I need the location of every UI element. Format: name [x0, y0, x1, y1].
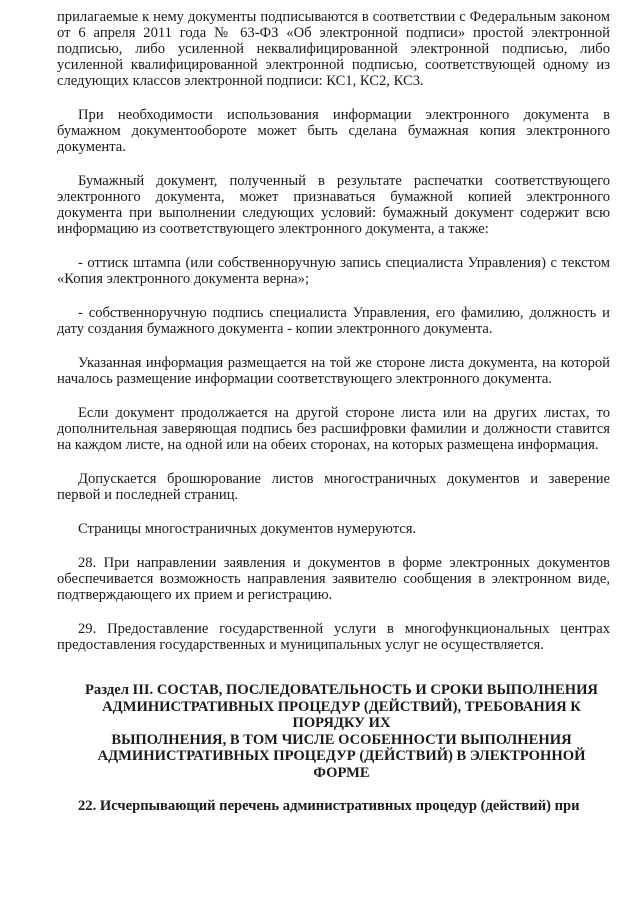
paragraph-paper-copy: При необходимости использования информации электронного документа в бумажном документообороте может быть сделана бумажная копия электронного документа. — [57, 107, 610, 155]
paragraph-page-numbering: Страницы многостраничных документов нумеруются. — [78, 521, 417, 537]
section-heading-line: АДМИНИСТРАТИВНЫХ ПРОЦЕДУР (ДЕЙСТВИЙ) В ЭЛЕКТРОННОЙ — [97, 748, 586, 764]
section-heading-line: ПОРЯДКУ ИХ — [292, 715, 391, 731]
section-heading-line: АДМИНИСТРАТИВНЫХ ПРОЦЕДУР (ДЕЙСТВИЙ), ТРЕБОВАНИЯ К — [102, 698, 581, 715]
subsection-heading: 22. Исчерпывающий перечень административных процедур (действий) при — [78, 798, 580, 814]
paragraph-stamp-item: - оттиск штампа (или собственноручную запись специалиста Управления) с текстом «Копия электронного документа верна»; — [57, 255, 610, 287]
section-heading-line: ВЫПОЛНЕНИЯ, В ТОМ ЧИСЛЕ ОСОБЕННОСТИ ВЫПОЛНЕНИЯ — [111, 731, 572, 748]
section-heading — [57, 682, 610, 781]
paragraph-signature-item: - собственноручную подпись специалиста Управления, его фамилию, должность и дату создания бумажного документа - копии электронного документа. — [57, 305, 610, 337]
paragraph-item-29: 29. Предоставление государственной услуги в многофункциональных центрах предоставления государственных и муниципальных услуг не осуществляется. — [57, 621, 610, 653]
section-heading-line: ФОРМЕ — [313, 764, 370, 781]
paragraph-continuation: прилагаемые к нему документы подписываются в соответствии с Федеральным законом от 6 апреля 2011 года № 63-ФЗ «Об электронной подписи» простой электронной подписью, либо усиленной неквалифицированной электронной подписью, либо усиленной квалифицированной электронной подписью, соответствующей одному из следующих классов электронной подписи: КС1, КС2, КС3. — [57, 9, 610, 89]
paragraph-item-28: 28. При направлении заявления и документов в форме электронных документов обеспечивается возможность направления заявителю сообщения в электронном виде, подтверждающего их прием и регистрацию. — [57, 555, 610, 603]
paragraph-binding: Допускается брошюрование листов многостраничных документов и заверение первой и последней страниц. — [57, 471, 610, 503]
paragraph-placement: Указанная информация размещается на той же стороне листа документа, на которой началось размещение информации соответствующего электронного документа. — [57, 355, 610, 387]
paragraph-paper-document-conditions: Бумажный документ, полученный в результате распечатки соответствующего электронного документа, может признаваться бумажной копией электронного документа при выполнении следующих условий: бумажный документ содержит всю информацию из соответствующего электронного документа, а также: — [57, 173, 610, 237]
paragraph-additional-signature: Если документ продолжается на другой стороне листа или на других листах, то дополнительная заверяющая подпись без расшифровки фамилии и должности ставится на каждом листе, на одной или на обеих сторонах, на которых размещена информация. — [57, 405, 610, 453]
section-heading-line: Раздел III. СОСТАВ, ПОСЛЕДОВАТЕЛЬНОСТЬ И СРОКИ ВЫПОЛНЕНИЯ — [85, 682, 598, 698]
